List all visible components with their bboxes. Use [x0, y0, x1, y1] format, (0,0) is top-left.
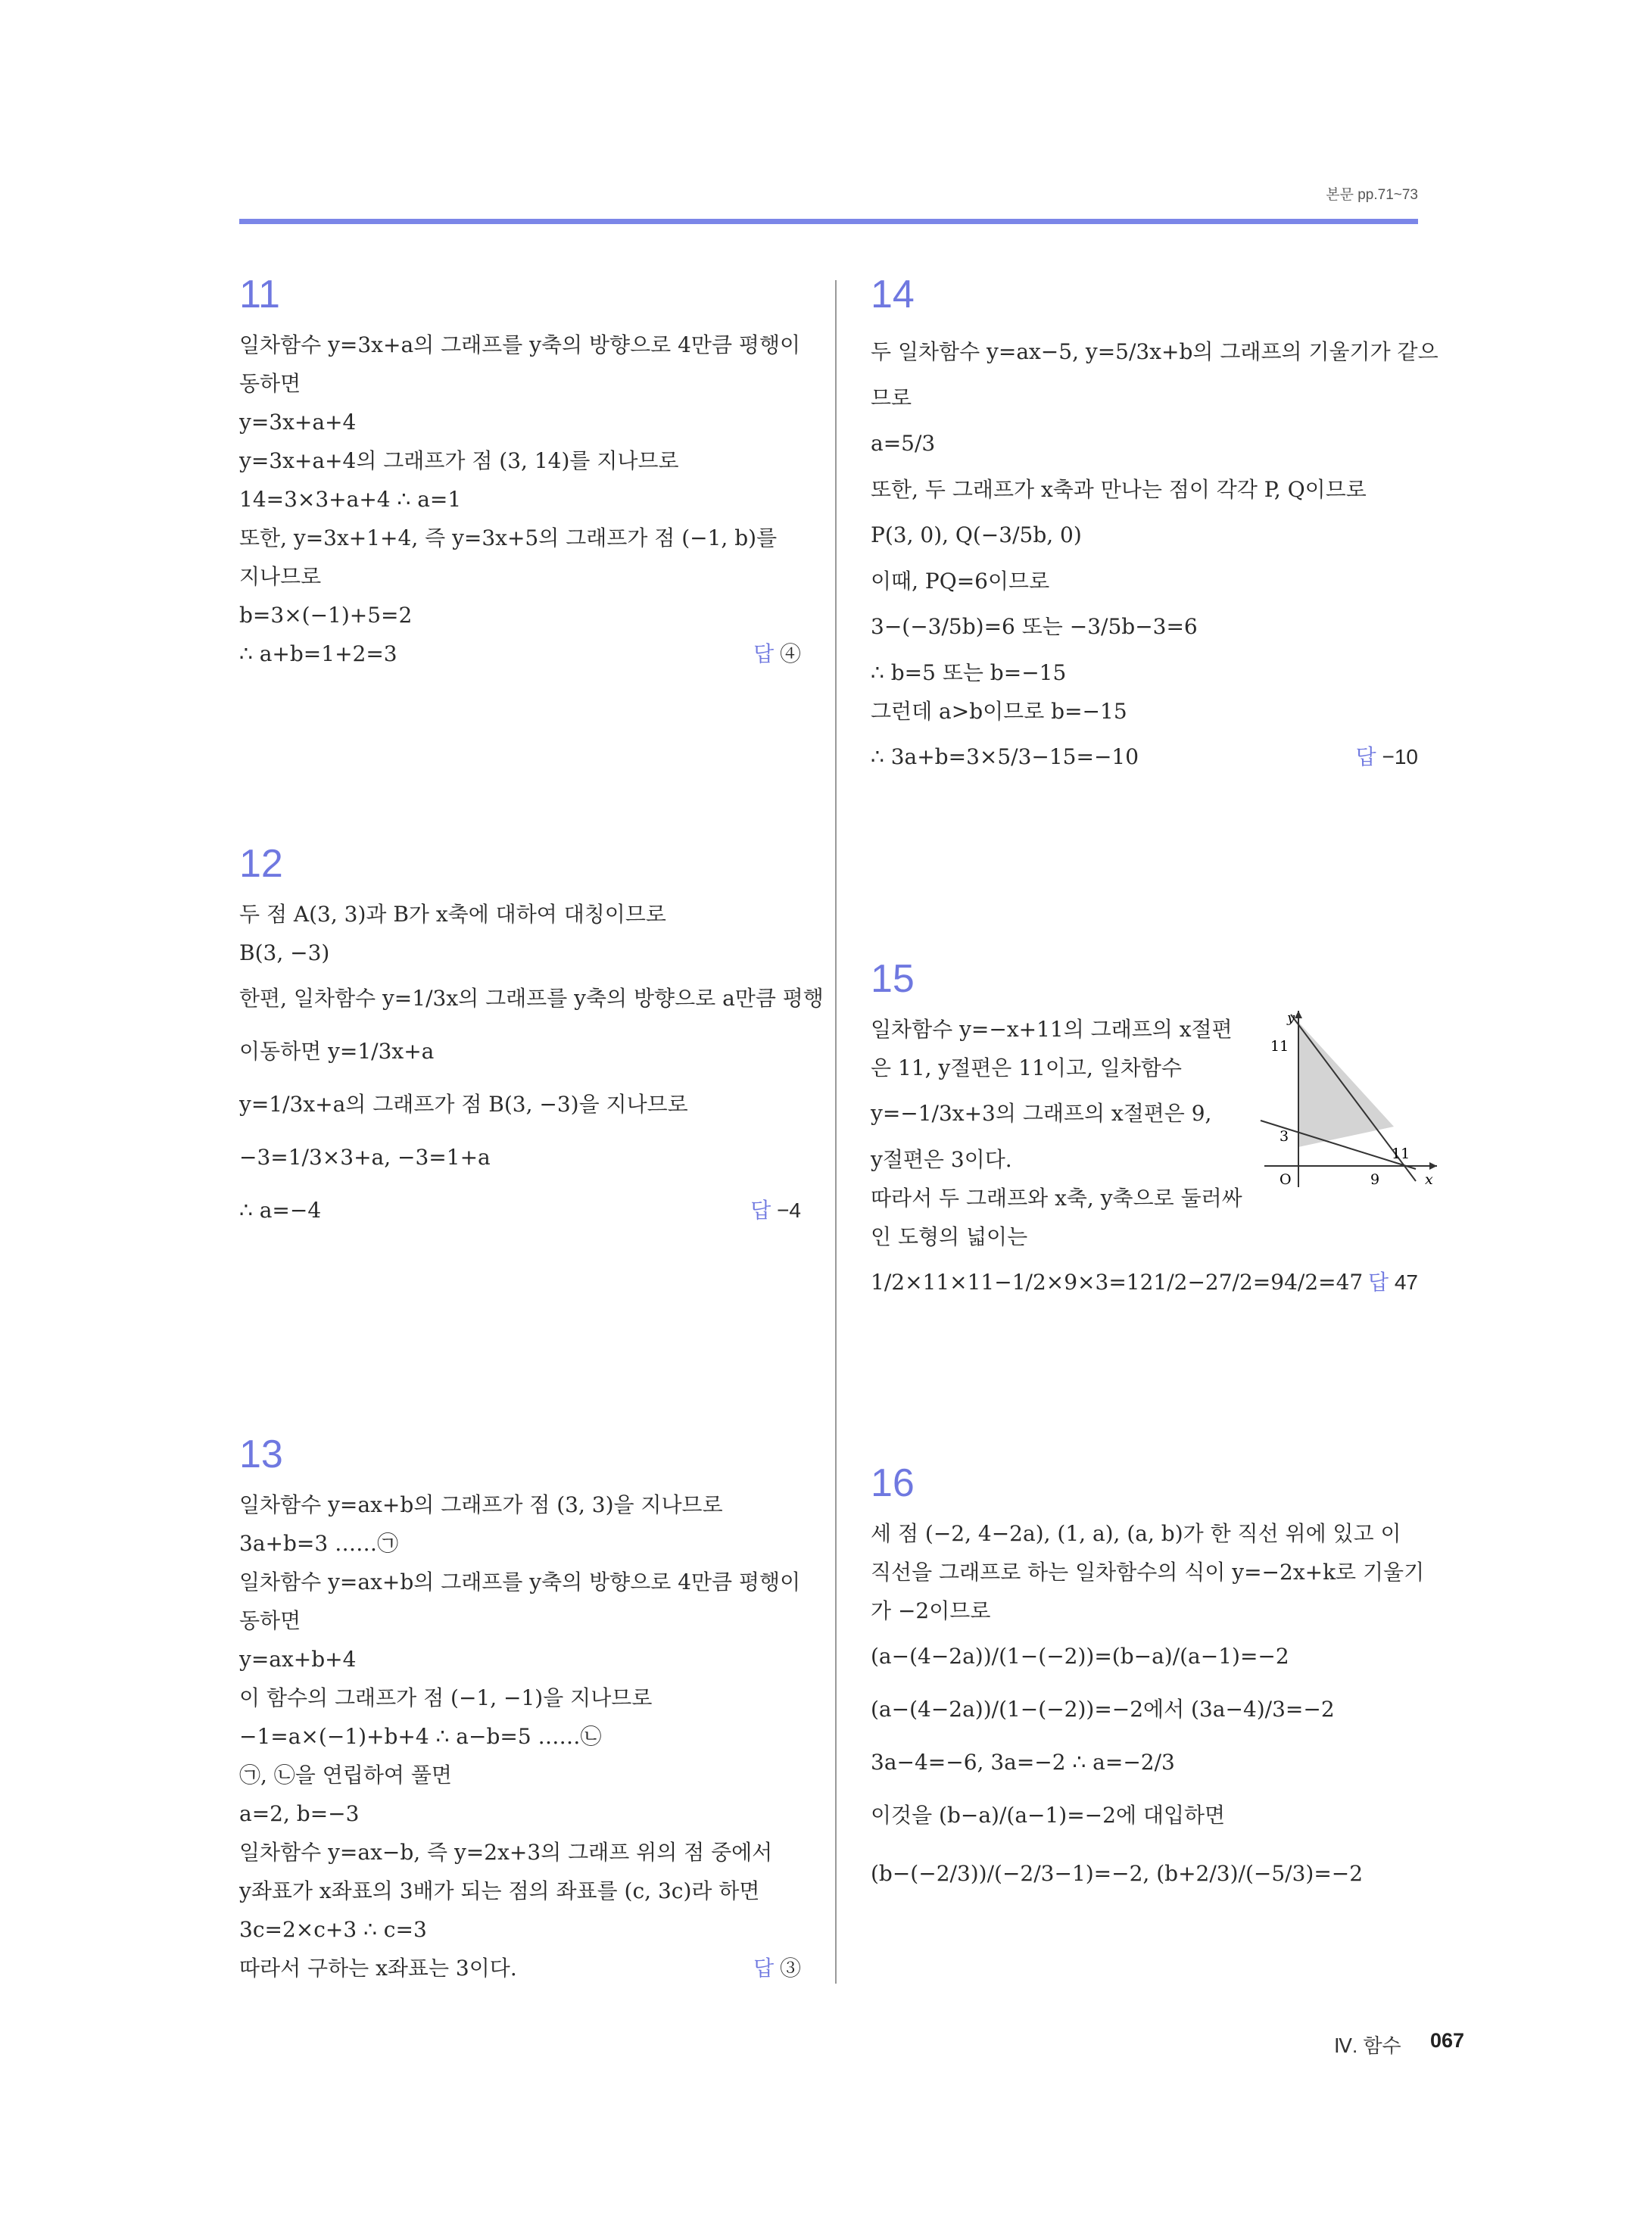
solution-text: ∴ a+b=1+2=3	[239, 641, 397, 666]
answer-value: −4	[777, 1199, 801, 1222]
intercept-graph	[1257, 1007, 1438, 1189]
solution-line: 또한, y=3x+1+4, 즉 y=3x+5의 그래프가 점 (−1, b)를	[239, 525, 778, 550]
problem-13	[239, 1431, 801, 1987]
solution-line: 일차함수 y=3x+a의 그래프를 y축의 방향으로 4만큼 평행이	[239, 332, 801, 357]
y-axis-arrow	[1295, 1011, 1302, 1018]
x-axis-label: x	[1425, 1171, 1433, 1188]
problem-14	[871, 271, 1438, 784]
chapter-label: Ⅳ. 함수	[1334, 2034, 1401, 2057]
solution-line: 동하면	[239, 1608, 301, 1633]
solution-line: 또한, 두 그래프가 x축과 만나는 점이 각각 P, Q이므로	[871, 477, 1367, 502]
solution-line: 두 점 A(3, 3)과 B가 x축에 대하여 대칭이므로	[239, 902, 666, 927]
solution-line: y=ax+b+4	[239, 1647, 357, 1672]
solution-line: 3−(−3/5b)=6 또는 −3/5b−3=6	[871, 614, 1198, 639]
problem-number: 15	[871, 957, 915, 1001]
header-rule	[239, 219, 1418, 224]
solution-line: 3a−4=−6, 3a=−2 ∴ a=−2/3	[871, 1750, 1175, 1775]
x-intercept-11-label: 11	[1392, 1146, 1410, 1162]
x-intercept-9-label: 9	[1370, 1171, 1380, 1188]
answer-label: 답	[753, 1956, 775, 1980]
answer	[1356, 731, 1418, 784]
page-reference: 본문 pp.71~73	[1326, 187, 1418, 203]
solution-line: y=−1/3x+3의 그래프의 x절편은 9,	[871, 1101, 1212, 1126]
solution-line: 따라서 두 그래프와 x축, y축으로 둘러싸	[871, 1186, 1242, 1211]
solution-line: ∴ b=5 또는 b=−15	[871, 660, 1067, 685]
solution-line: −3=1/3×3+a, −3=1+a	[239, 1145, 491, 1170]
solution-line: (b−(−2/3))/(−2/3−1)=−2, (b+2/3)/(−5/3)=−2	[871, 1861, 1364, 1886]
solution-line: b=3×(−1)+5=2	[239, 603, 413, 628]
solution-line: 일차함수 y=−x+11의 그래프의 x절편	[871, 1017, 1233, 1042]
answer-label: 답	[753, 642, 775, 666]
solution-line: 가 −2이므로	[871, 1598, 991, 1623]
solution-text: 따라서 구하는 x좌표는 3이다.	[239, 1956, 517, 1981]
solution-line: B(3, −3)	[239, 940, 330, 965]
column-divider	[835, 280, 837, 1984]
origin-label: O	[1280, 1171, 1292, 1188]
solution-line: 직선을 그래프로 하는 일차함수의 식이 y=−2x+k로 기울기	[871, 1560, 1425, 1585]
problem-number: 16	[871, 1461, 915, 1505]
problem-number: 12	[239, 842, 283, 886]
problem-number: 14	[871, 273, 915, 316]
solution-line: 일차함수 y=ax+b의 그래프를 y축의 방향으로 4만큼 평행이	[239, 1569, 801, 1594]
page-number: 067	[1430, 2029, 1465, 2052]
answer-value: ③	[779, 1956, 801, 1980]
solution-line: 이 함수의 그래프가 점 (−1, −1)을 지나므로	[239, 1685, 653, 1710]
solution-line	[239, 1949, 801, 1987]
solution-line	[871, 731, 1418, 784]
solution-text: ∴ a=−4	[239, 1198, 322, 1223]
answer	[753, 634, 801, 673]
problem-11	[239, 271, 801, 673]
solution-line	[239, 1184, 801, 1237]
solution-line: (a−(4−2a))/(1−(−2))=−2에서 (3a−4)/3=−2	[871, 1697, 1335, 1722]
solution-line: 세 점 (−2, 4−2a), (1, a), (a, b)가 한 직선 위에 있고 이	[871, 1521, 1401, 1546]
solution-line: y=3x+a+4	[239, 410, 357, 435]
solution-line	[871, 1256, 1418, 1309]
shaded-region	[1298, 1022, 1394, 1147]
solution-line: 일차함수 y=ax+b의 그래프가 점 (3, 3)을 지나므로	[239, 1492, 723, 1517]
solution-line: (a−(4−2a))/(1−(−2))=(b−a)/(a−1)=−2	[871, 1644, 1289, 1669]
solution-line: 3c=2×c+3 ∴ c=3	[239, 1917, 427, 1942]
solution-line: 인 도형의 넓이는	[871, 1224, 1028, 1249]
solution-line: 이동하면 y=1/3x+a	[239, 1039, 435, 1064]
solution-line: a=5/3	[871, 431, 936, 456]
y-intercept-3-label: 3	[1280, 1128, 1289, 1145]
problem-number: 13	[239, 1432, 283, 1476]
solution-line: a=2, b=−3	[239, 1801, 360, 1826]
solution-line: 두 일차함수 y=ax−5, y=5/3x+b의 그래프의 기울기가 같으	[871, 339, 1438, 364]
solution-line: 3a+b=3 ……㉠	[239, 1531, 399, 1556]
y-axis-label: y	[1287, 1010, 1295, 1026]
solution-line: y절편은 3이다.	[871, 1147, 1012, 1172]
solution-line: 이때, PQ=6이므로	[871, 569, 1050, 594]
solution-line: ㉠, ㉡을 연립하여 풀면	[239, 1763, 452, 1788]
solution-line: y좌표가 x좌표의 3배가 되는 점의 좌표를 (c, 3c)라 하면	[239, 1878, 760, 1903]
solution-text: ∴ 3a+b=3×5/3−15=−10	[871, 744, 1139, 769]
x-axis-arrow	[1429, 1162, 1437, 1170]
solution-line: 므로	[871, 385, 912, 410]
problem-number: 11	[239, 273, 280, 316]
problem-16	[871, 1460, 1425, 1906]
solution-line: 한편, 일차함수 y=1/3x의 그래프를 y축의 방향으로 a만큼 평행	[239, 986, 824, 1011]
solution-line: 일차함수 y=ax−b, 즉 y=2x+3의 그래프 위의 점 중에서	[239, 1840, 773, 1865]
solution-line: −1=a×(−1)+b+4 ∴ a−b=5 ……㉡	[239, 1724, 602, 1749]
answer-label: 답	[750, 1199, 771, 1222]
answer-value: −10	[1382, 745, 1418, 768]
solution-line: y=3x+a+4의 그래프가 점 (3, 14)를 지나므로	[239, 448, 679, 473]
solution-line: 이것을 (b−a)/(a−1)=−2에 대입하면	[871, 1803, 1226, 1828]
solution-line	[239, 634, 801, 673]
solution-text: 1/2×11×11−1/2×9×3=121/2−27/2=94/2=47	[871, 1270, 1364, 1295]
y-intercept-11-label: 11	[1270, 1038, 1289, 1055]
solution-line: 14=3×3+a+4 ∴ a=1	[239, 487, 462, 512]
answer-label: 답	[1368, 1270, 1389, 1294]
solution-line: 동하면	[239, 371, 301, 396]
problem-12	[239, 840, 824, 1237]
answer	[1368, 1256, 1418, 1309]
answer-value: 47	[1394, 1270, 1418, 1294]
solution-line: 지나므로	[239, 564, 322, 589]
solution-line: 은 11, y절편은 11이고, 일차함수	[871, 1055, 1182, 1080]
solution-line: 그런데 a>b이므로 b=−15	[871, 699, 1127, 724]
solution-line: y=1/3x+a의 그래프가 점 B(3, −3)을 지나므로	[239, 1092, 688, 1117]
answer-value: ④	[779, 642, 801, 666]
solution-line: P(3, 0), Q(−3/5b, 0)	[871, 522, 1082, 547]
answer	[753, 1949, 801, 1987]
answer-label: 답	[1355, 745, 1376, 768]
answer	[750, 1184, 801, 1237]
